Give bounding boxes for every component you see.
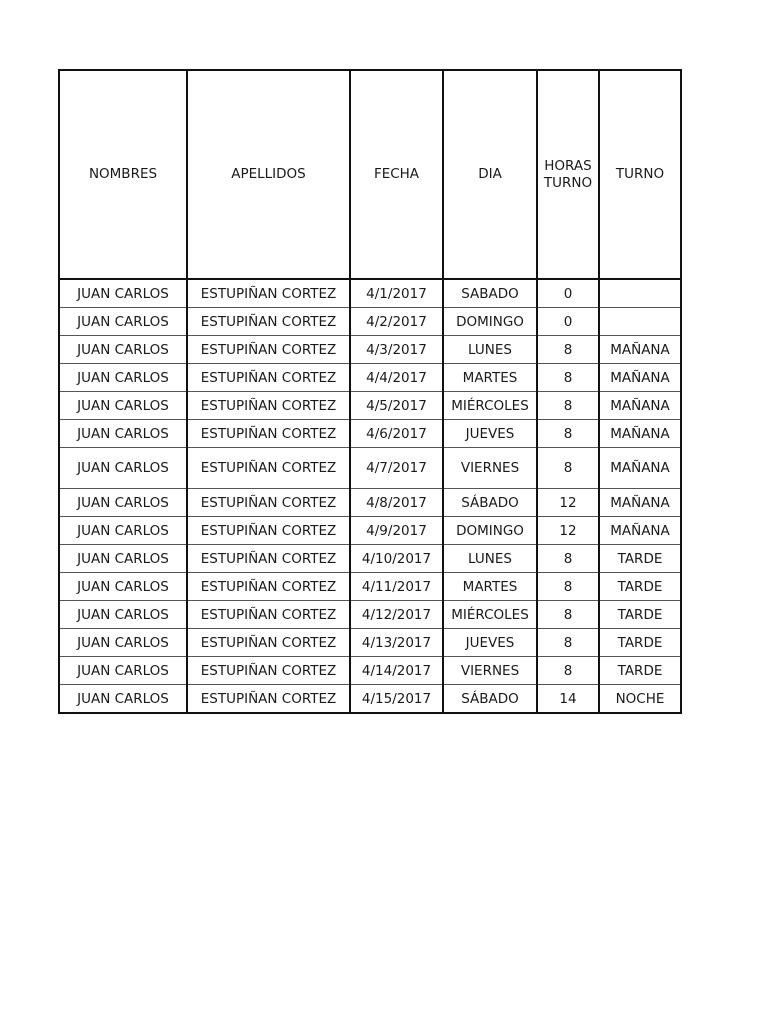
cell-apellidos: ESTUPIÑAN CORTEZ [187,657,350,685]
cell-horas-turno: 12 [537,517,599,545]
cell-horas-turno: 8 [537,420,599,448]
cell-nombres: JUAN CARLOS [59,420,187,448]
table-row [59,489,681,517]
table-row [59,657,681,685]
cell-dia: SABADO [443,279,537,308]
cell-fecha: 4/13/2017 [350,629,443,657]
header-apellidos: APELLIDOS [187,70,350,279]
table-row [59,629,681,657]
cell-dia: MIÉRCOLES [443,392,537,420]
cell-nombres: JUAN CARLOS [59,448,187,489]
cell-horas-turno: 8 [537,573,599,601]
table-row [59,545,681,573]
cell-dia: MARTES [443,364,537,392]
cell-turno: NOCHE [599,685,681,714]
table-row [59,517,681,545]
cell-fecha: 4/12/2017 [350,601,443,629]
cell-dia: MIÉRCOLES [443,601,537,629]
cell-fecha: 4/2/2017 [350,308,443,336]
header-nombres: NOMBRES [59,70,187,279]
cell-fecha: 4/10/2017 [350,545,443,573]
table-row [59,601,681,629]
cell-fecha: 4/14/2017 [350,657,443,685]
cell-apellidos: ESTUPIÑAN CORTEZ [187,517,350,545]
cell-fecha: 4/6/2017 [350,420,443,448]
cell-horas-turno: 8 [537,601,599,629]
cell-apellidos: ESTUPIÑAN CORTEZ [187,308,350,336]
cell-apellidos: ESTUPIÑAN CORTEZ [187,392,350,420]
cell-horas-turno: 14 [537,685,599,714]
table-row [59,420,681,448]
cell-apellidos: ESTUPIÑAN CORTEZ [187,489,350,517]
cell-horas-turno: 8 [537,336,599,364]
cell-dia: LUNES [443,336,537,364]
cell-nombres: JUAN CARLOS [59,685,187,714]
cell-horas-turno: 8 [537,545,599,573]
cell-dia: SÁBADO [443,685,537,714]
cell-apellidos: ESTUPIÑAN CORTEZ [187,685,350,714]
cell-turno: TARDE [599,629,681,657]
cell-fecha: 4/5/2017 [350,392,443,420]
cell-apellidos: ESTUPIÑAN CORTEZ [187,420,350,448]
cell-turno: TARDE [599,545,681,573]
cell-turno: MAÑANA [599,392,681,420]
table-row [59,279,681,308]
cell-apellidos: ESTUPIÑAN CORTEZ [187,545,350,573]
cell-apellidos: ESTUPIÑAN CORTEZ [187,336,350,364]
cell-horas-turno: 8 [537,448,599,489]
header-fecha: FECHA [350,70,443,279]
cell-fecha: 4/9/2017 [350,517,443,545]
cell-fecha: 4/11/2017 [350,573,443,601]
cell-dia: LUNES [443,545,537,573]
cell-turno: TARDE [599,573,681,601]
cell-dia: DOMINGO [443,308,537,336]
cell-turno: TARDE [599,601,681,629]
cell-dia: DOMINGO [443,517,537,545]
cell-dia: VIERNES [443,448,537,489]
cell-turno: MAÑANA [599,336,681,364]
cell-turno: MAÑANA [599,517,681,545]
cell-nombres: JUAN CARLOS [59,392,187,420]
cell-horas-turno: 8 [537,657,599,685]
cell-turno [599,279,681,308]
table-row [59,336,681,364]
header-row [59,70,681,279]
cell-nombres: JUAN CARLOS [59,308,187,336]
cell-dia: JUEVES [443,629,537,657]
cell-nombres: JUAN CARLOS [59,573,187,601]
header-turno: TURNO [599,70,681,279]
cell-apellidos: ESTUPIÑAN CORTEZ [187,279,350,308]
cell-apellidos: ESTUPIÑAN CORTEZ [187,448,350,489]
cell-dia: VIERNES [443,657,537,685]
header-horas-turno [537,70,599,279]
cell-nombres: JUAN CARLOS [59,545,187,573]
cell-turno: MAÑANA [599,448,681,489]
cell-apellidos: ESTUPIÑAN CORTEZ [187,629,350,657]
cell-fecha: 4/4/2017 [350,364,443,392]
cell-apellidos: ESTUPIÑAN CORTEZ [187,364,350,392]
table-row [59,573,681,601]
table-row [59,448,681,489]
cell-nombres: JUAN CARLOS [59,489,187,517]
cell-horas-turno: 0 [537,279,599,308]
cell-nombres: JUAN CARLOS [59,279,187,308]
cell-turno: MAÑANA [599,489,681,517]
cell-horas-turno: 0 [537,308,599,336]
cell-nombres: JUAN CARLOS [59,601,187,629]
cell-nombres: JUAN CARLOS [59,517,187,545]
cell-apellidos: ESTUPIÑAN CORTEZ [187,573,350,601]
table-row [59,364,681,392]
cell-fecha: 4/3/2017 [350,336,443,364]
table-row [59,685,681,714]
cell-turno: MAÑANA [599,420,681,448]
cell-nombres: JUAN CARLOS [59,629,187,657]
header-dia: DIA [443,70,537,279]
cell-horas-turno: 8 [537,629,599,657]
cell-horas-turno: 8 [537,364,599,392]
cell-horas-turno: 12 [537,489,599,517]
cell-dia: MARTES [443,573,537,601]
cell-dia: JUEVES [443,420,537,448]
cell-nombres: JUAN CARLOS [59,657,187,685]
table-row [59,308,681,336]
header-horas-turno-label: HORAS TURNO [543,157,593,191]
cell-turno [599,308,681,336]
cell-fecha: 4/7/2017 [350,448,443,489]
cell-fecha: 4/8/2017 [350,489,443,517]
table-row [59,392,681,420]
cell-nombres: JUAN CARLOS [59,364,187,392]
shift-schedule-table [58,69,682,714]
cell-nombres: JUAN CARLOS [59,336,187,364]
cell-fecha: 4/1/2017 [350,279,443,308]
cell-turno: MAÑANA [599,364,681,392]
cell-fecha: 4/15/2017 [350,685,443,714]
cell-turno: TARDE [599,657,681,685]
cell-horas-turno: 8 [537,392,599,420]
cell-dia: SÁBADO [443,489,537,517]
cell-apellidos: ESTUPIÑAN CORTEZ [187,601,350,629]
